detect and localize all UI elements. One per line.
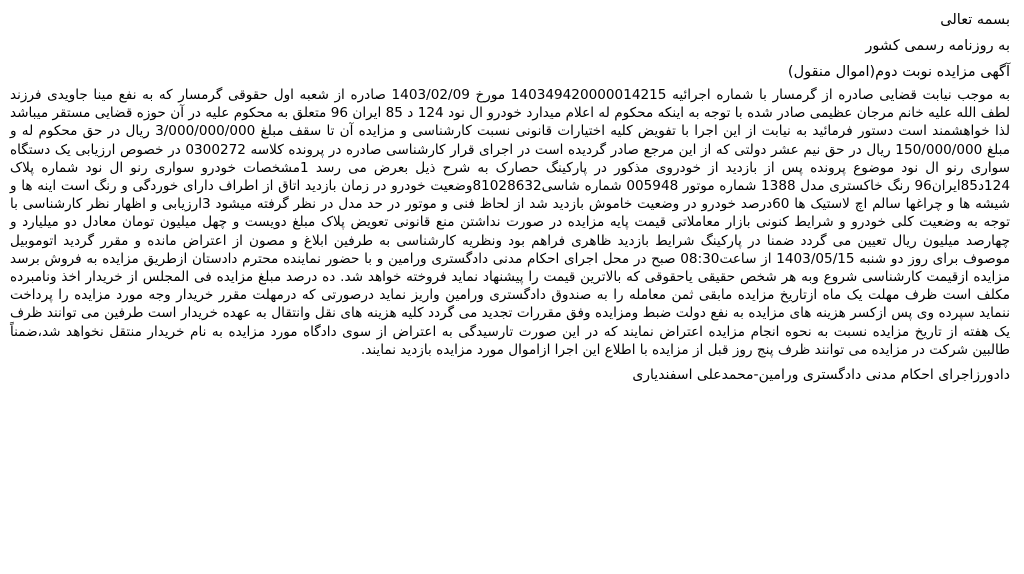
notice-body-paragraph: به موجب نیابت قضایی صادره از گرمسار با شماره اجرائیه 140349420000014215 مورخ 1403/02/09 صادره از شعبه اول حقوقی گرمسار که به نفع مینا جاویدی فرزند لطف الله علیه خانم مرجان عظیمی صادر شده با توجه به اینکه محکوم له اعلام میدارد خودرو ال نود 124 د 85 ایران 96 متعلق به محکوم علیه در آن حوزه قضایی مستقر میباشد لذا خواهشمند است دستور فرمائید به نیابت از این اجرا با تفویض کلیه اختیارات قانونی نسبت کارشناسی و مزایده آن تا سقف مبلغ 3/000/000/000 ریال در حق محکوم له و مبلغ 150/000/000 ریال در حق نیم عشر دولتی که از این مرجع صادر گردیده است در اجرای قرار کارشناسی صادره در پرونده کلاسه 0300272 در خصوص ارزیابی یک دستگاه سواری رنو ال نود موضوع پرونده پس از بازدید از خودروی مذکور در پارکینگ حصارک به شرح ذیل بعرض می رسد 1مشخصات خودرو سواری رنو ال نود شماره پلاک 124د85ایران96 رنگ خاکستری مدل 1388 شماره موتور 005948 شماره شاسی81028632وضعیت خودرو در زمان بازدید اتاق از اطراف دارای خوردگی و رنگ است اینه ها و شیشه ها و چراغها سالم اچ لاستیک ها 60درصد خودرو در وضعیت خاموش بازدید شد از لحاظ فنی و موتور در حد مدل در نظر گرفته میشود 3ارزیابی و اظهار نظر کارشناسی با توجه به وضعیت کلی خودرو و شرایط کنونی بازار معاملاتی قیمت پایه مزایده در صورت نداشتن منع قانونی تعویض پلاک مبلغ دویست و چهل میلیون تومان معادل دو میلیارد و چهارصد میلیون ریال تعیین می گردد ضمنا در پارکینگ شرایط بازدید ظاهری فراهم بود ونظریه کارشناسی به طرفین ابلاغ و مصون از اعتراض مانده و مقرر گردید اتوموبیل موصوف برای روز دو شنبه 1403/05/15 از ساعت08:30 صبح در محل اجرای احکام مدنی دادگستری ورامین و با حضور نماینده محترم دادستان ازطریق مزایده به فروش برسد مزایده ازقیمت کارشناسی شروع وبه هر شخص حقیقی یاحقوقی که بالاترین قیمت را پیشنهاد نماید فروخته خواهد شد. ده درصد مبلغ مزایده فی المجلس از خریدار اخذ ونامبرده مکلف است ظرف مهلت یک ماه ازتاریخ مزایده مابقی ثمن معامله را به صندوق دادگستری ورامین واریز نماید درصورتی که درمهلت مقرر خریدار وجه مورد مزایده را پرداخت ننماید سپرده وی پس ازکسر هزینه های مزایده به نفع دولت ضبط ومزایده وفق مقررات تجدید می گردد کلیه هزینه های نقل وانتقال به عهده خریدار است طرفین می توانند ظرف یک هفته از تاریخ مزایده نسبت به نحوه انجام مزایده اعتراض نمایند که در این صورت تارسیدگی به اعتراض از سوی دادگاه مورد مزایده به نام خریدار منتقل نخواهد شد،ضمناً طالبین شرکت در مزایده می توانند ظرف پنج روز قبل از مزایده با اطلاع این اجرا ازاموال مورد مزایده بازدید نمایند. — [10, 87, 1011, 358]
publication-heading: به روزنامه رسمی کشور — [865, 38, 1010, 54]
invocation-heading: بسمه تعالی — [940, 12, 1010, 28]
signature-line: دادورزاجرای احکام مدنی دادگستری ورامین-محمدعلی اسفندیاری — [632, 367, 1010, 384]
notice-title: آگهی مزایده نوبت دوم(اموال منقول) — [787, 64, 1010, 80]
